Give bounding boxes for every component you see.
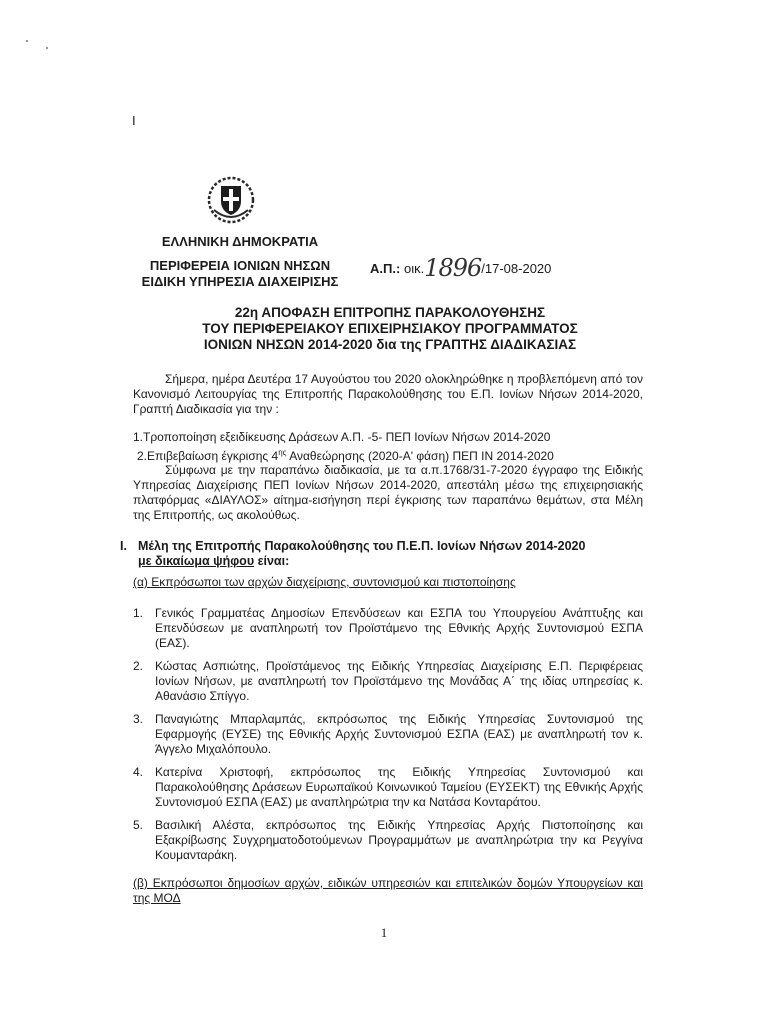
subheading-b: (β) Εκπρόσωποι δημοσίων αρχών, ειδικών υπηρεσιών και επιτελικών δομών Υπουργείων και της ΜΟΔ: [133, 876, 643, 905]
item-1: 1.Τροποποίηση εξειδίκευσης Δράσεων Α.Π. -5- ΠΕΠ Ιονίων Νήσων 2014-2020: [133, 430, 551, 444]
title-line-3: ΙΟΝΙΩΝ ΝΗΣΩΝ 2014-2020 δια της ΓΡΑΠΤΗΣ ΔΙΑΔΙΚΑΣΙΑΣ: [203, 337, 577, 352]
section-underlined: με δικαίωμα ψήφου: [138, 554, 255, 568]
issuing-authority: [120, 258, 360, 290]
greek-coat-of-arms-icon: [206, 174, 256, 224]
section-number: Ι.: [120, 539, 127, 553]
page-number: 1: [380, 925, 388, 940]
procedure-items: [133, 430, 653, 464]
region-name: ΠΕΡΙΦΕΡΕΙΑ ΙΟΝΙΩΝ ΝΗΣΩΝ: [149, 258, 331, 273]
item-2: 2.Επιβεβαίωση έγκρισης $4^{\eta\varsigma}$ Αναθεώρησης (2020-Α' φάση) ΠΕΠ ΙΝ 2014-2020: [137, 448, 554, 463]
procedure-paragraph: Σύμφωνα με την παραπάνω διαδικασία, με τα α.π.1768/31-7-2020 έγγραφο της Ειδικής Υπηρεσίας Διαχείρισης ΠΕΠ Ιονίων Νήσων 2014-2020, απεστάλη μέσω της επιχειρησιακής πλατφόρμας «ΔΙΑΥΛΟΣ» αίτημα-εισήγηση περί έγκρισης των παραπάνω θεμάτων, στα Μέλη της Επιτροπής, ως ακολούθως.: [133, 463, 643, 522]
ref-prefix: οικ.: [403, 261, 425, 276]
section-heading-members: [120, 539, 650, 569]
section-text: Μέλη της Επιτροπής Παρακολούθησης του Π.Ε.Π. Ιονίων Νήσων 2014-2020: [138, 539, 586, 553]
section-tail: είναι:: [254, 554, 290, 568]
ref-date: /17-08-2020: [481, 261, 552, 276]
list-item: 4. Κατερίνα Χριστοφή, εκπρόσωπος της Ειδικής Υπηρεσίας Συντονισμού και Παρακολούθησης Δράσεων Ευρωπαϊκού Κοινωνικού Ταμείου (ΕΥΣΕΚΤ) της Εθνικής Αρχής Συντονισμού ΕΣΠΑ (ΕΑΣ) με αναπληρώτρια την κα Νατάσα Κονταράτου.: [133, 765, 643, 809]
title-line-1: 22η ΑΠΟΦΑΣΗ ΕΠΙΤΡΟΠΗΣ ΠΑΡΑΚΟΛΟΥΘΗΣΗΣ: [234, 305, 546, 320]
list-item: 1. Γενικός Γραμματέας Δημοσίων Επενδύσεων και ΕΣΠΑ του Υπουργείου Ανάπτυξης και Επενδύσεων με αναπληρωτή τον Προϊστάμενο της Εθνικής Αρχής Συντονισμού ΕΣΠΑ (ΕΑΣ).: [133, 606, 643, 650]
protocol-reference: [370, 254, 551, 282]
subheading-a: (α) Εκπρόσωποι των αρχών διαχείρισης, συντονισμού και πιστοποίησης: [133, 575, 516, 589]
margin-mark: I: [132, 113, 136, 128]
members-list: [133, 606, 643, 871]
title-line-2: ΤΟΥ ΠΕΡΙΦΕΡΕΙΑΚΟΥ ΕΠΙΧΕΙΡΗΣΙΑΚΟΥ ΠΡΟΓΡΑΜΜΑΤΟΣ: [202, 321, 578, 336]
list-item: 3. Παναγιώτης Μπαρλαμπάς, εκπρόσωπος της Ειδικής Υπηρεσίας Συντονισμού της Εφαρμογής (ΕΥΣΕ) της Εθνικής Αρχής Συντονισμού ΕΣΠΑ (ΕΑΣ) με αναπληρωτή τον κ. Άγγελο Μιχαλόπουλο.: [133, 712, 643, 756]
list-item: 5. Βασιλική Αλέστα, εκπρόσωπος της Ειδικής Υπηρεσίας Αρχής Πιστοποίησης και Εξακρίβωσης Συγχρηματοδοτούμενων Προγραμμάτων με αναπληρώτρια την κα Ρεγγίνα Κουμανταράκη.: [133, 818, 643, 862]
country-heading: ΕΛΛΗΝΙΚΗ ΔΗΜΟΚΡΑΤΙΑ: [161, 234, 319, 249]
intro-paragraph: Σήμερα, ημέρα Δευτέρα 17 Αυγούστου του 2020 ολοκληρώθηκε η προβλεπόμενη από τον Κανονισμό Λειτουργίας της Επιτροπής Παρακολούθησης του Ε.Π. Ιονίων Νήσων 2014-2020, Γραπτή Διαδικασία για την :: [133, 372, 643, 416]
ref-label: Α.Π.:: [370, 261, 401, 276]
document-title: [120, 305, 660, 353]
ref-handwritten-number: 1896: [424, 254, 482, 282]
list-item: 2. Κώστας Ασπιώτης, Προϊστάμενος της Ειδικής Υπηρεσίας Διαχείρισης Ε.Π. Περιφέρειας Ιονίων Νήσων, με αναπληρωτή τον Προϊστάμενο της Μονάδας Α΄ της ιδίας υπηρεσίας κ. Αθανάσιο Σπίγγο.: [133, 659, 643, 703]
service-name: ΕΙΔΙΚΗ ΥΠΗΡΕΣΙΑ ΔΙΑΧΕΙΡΙΣΗΣ: [141, 274, 339, 289]
